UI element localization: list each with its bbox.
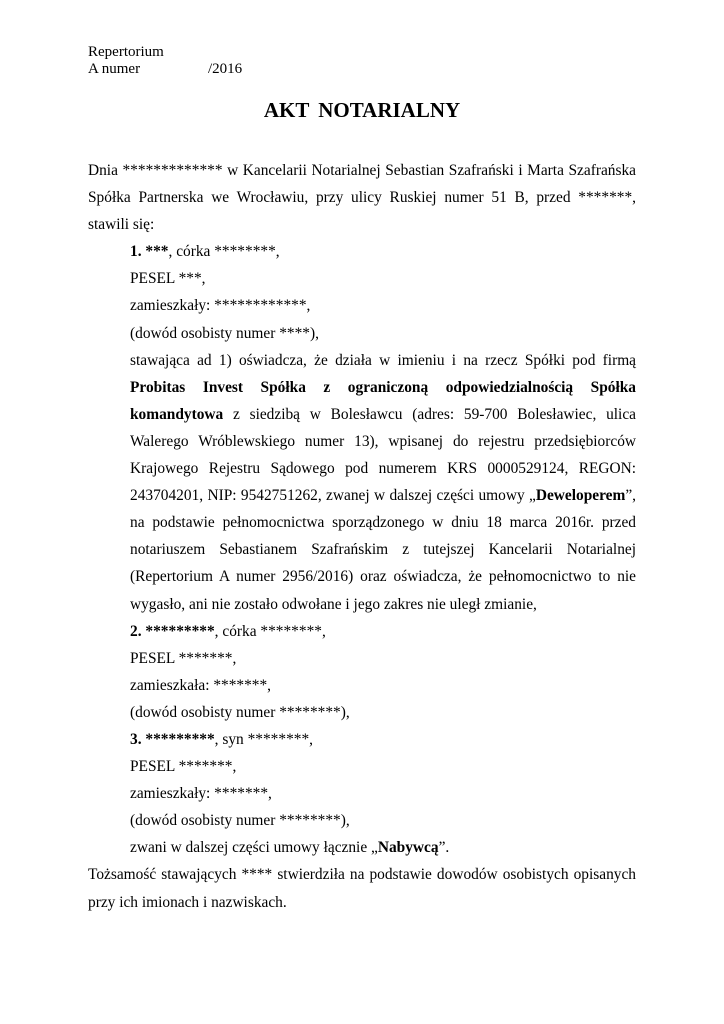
party1-line [88,238,636,265]
party2-number: 2. [130,622,142,640]
party2-relation: , córka ********, [214,622,326,640]
party3-address: zamieszkały: *******, [130,785,272,803]
party3-id-doc: (dowód osobisty numer ********), [130,812,350,830]
party1-number: 1. [130,243,142,261]
party2-pesel: PESEL *******, [130,649,237,667]
buyers-post: ”. [438,839,450,857]
party1-relation: , córka ********, [168,243,280,261]
party2-line [88,618,636,645]
document-title: AKT NOTARIALNY [263,98,461,122]
document-body [88,157,636,916]
party1-statement-mid: z siedzibą w Bolesławcu (adres: 59-700 Bolesławiec, ulica Walerego Wróblewskiego numer 13), wpisanej do rejestru przedsiębiorców Krajowego Rejestru Sądowego pod numerem KRS 0000529124, REGON: 243704201, NIP: 9542751262, zwanej w dalszej części umowy „ [130,405,636,505]
party1-id-doc: (dowód osobisty numer ****), [130,324,319,342]
party1-role: Deweloperem [535,487,626,505]
party2-name: ********* [145,622,215,640]
party1-pesel: PESEL ***, [130,270,206,288]
party1-statement-post: ”, na podstawie pełnomocnictwa sporządzonego w dniu 18 marca 2016r. przed notariuszem Sebastianem Szafrańskim z tutejszej Kancelarii Notarialnej (Repertorium A numer 2956/2016) oraz oświadcza, że pełnomocnictwo to nie wygasło, ani nie zostało odwołane i jego zakres nie uległ zmianie, [130,487,636,613]
party3-name: ********* [145,730,215,748]
buyers-line [88,834,636,861]
intro-paragraph: Dnia ************* w Kancelarii Notarialnej Sebastian Szafrański i Marta Szafrańska Spółka Partnerska we Wrocławiu, przy ulicy Ruskiej numer 51 B, przed *******, stawili się: [88,162,636,234]
buyers-role: Nabywcą [377,839,439,857]
party1-name: *** [145,243,169,261]
buyers-pre: zwani w dalszej części umowy łącznie „ [130,839,378,857]
party3-relation: , syn ********, [214,730,314,748]
repertorium-label: Repertorium A numer [88,44,164,77]
repertorium-year: /2016 [208,61,243,77]
party2-address: zamieszkała: *******, [130,676,272,694]
party1-statement-pre: stawająca ad 1) oświadcza, że działa w imieniu i na rzecz Spółki pod firmą [130,351,636,369]
party2-id-doc: (dowód osobisty numer ********), [130,703,350,721]
party1-address: zamieszkały: ************, [130,297,311,315]
party1-company: Probitas Invest Spółka z ograniczoną odpowiedzialnością Spółka komandytowa [130,378,636,423]
party3-number: 3. [130,730,142,748]
repertorium-header [88,44,242,78]
party1-statement [88,347,636,618]
party3-pesel: PESEL *******, [130,758,237,776]
party3-line [88,726,636,753]
identity-paragraph: Tożsamość stawających **** stwierdziła na podstawie dowodów osobistych opisanych przy ich imionach i nazwiskach. [88,866,636,911]
